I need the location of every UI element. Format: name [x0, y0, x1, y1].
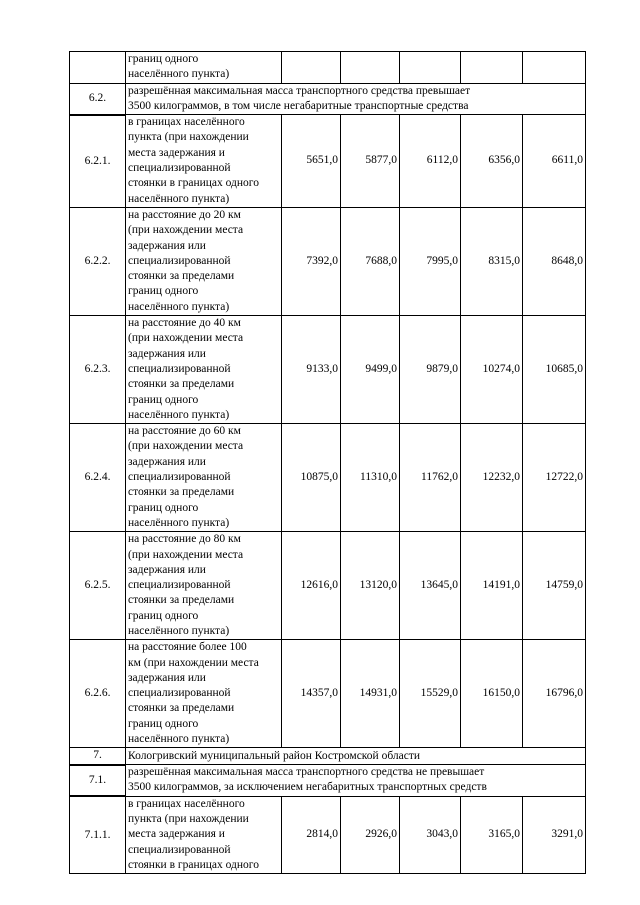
- cell-line: границ одного: [128, 393, 199, 406]
- tariff-value: 10685,0: [523, 316, 586, 424]
- cell-line: на расстояние до 40 км: [128, 317, 241, 330]
- cell-line: разрешённая максимальная масса транспортного средства не превышает: [128, 766, 485, 779]
- row-description: [126, 207, 282, 315]
- table-row: [70, 207, 586, 315]
- cell-line: (при нахождении места: [128, 548, 244, 561]
- category-description: [126, 765, 586, 797]
- row-number: 7.1.1.: [70, 796, 126, 873]
- cell-line: в границах населённого: [128, 116, 245, 129]
- tariff-value: 14931,0: [341, 640, 400, 748]
- tariff-value: 12232,0: [461, 424, 523, 532]
- cell-line: на расстояние до 80 км: [128, 533, 241, 546]
- cell-line: стоянки за пределами: [128, 378, 235, 391]
- row-description: [126, 796, 282, 873]
- tariff-value: [282, 52, 341, 84]
- row-number: 6.2.5.: [70, 532, 126, 640]
- tariff-value: 9499,0: [341, 316, 400, 424]
- cell-line: на расстояние более 100: [128, 641, 247, 654]
- tariff-value: 12616,0: [282, 532, 341, 640]
- cell-line: (при нахождении места: [128, 332, 244, 345]
- row-number: 6.2.: [70, 83, 126, 115]
- tariff-value: 10875,0: [282, 424, 341, 532]
- cell-line: пункта (при нахождении: [128, 131, 249, 144]
- cell-line: границ одного: [128, 285, 199, 298]
- tariff-value: [400, 52, 461, 84]
- tariff-value: 9879,0: [400, 316, 461, 424]
- cell-line: населённого пункта): [128, 408, 230, 421]
- cell-line: задержания или: [128, 455, 206, 468]
- tariff-value: 2926,0: [341, 796, 400, 873]
- tariff-value: [341, 52, 400, 84]
- cell-line: специализированной: [128, 362, 231, 375]
- tariff-value: 11762,0: [400, 424, 461, 532]
- tariff-value: 10274,0: [461, 316, 523, 424]
- tariff-value: [461, 52, 523, 84]
- tariff-value: 14191,0: [461, 532, 523, 640]
- tariff-value: 7995,0: [400, 207, 461, 315]
- cell-line: км (при нахождении места: [128, 656, 259, 669]
- tariff-value: 8315,0: [461, 207, 523, 315]
- cell-line: задержания или: [128, 671, 206, 684]
- cell-line: границ одного: [128, 609, 199, 622]
- tariff-value: 15529,0: [400, 640, 461, 748]
- cell-line: границ одного: [128, 501, 199, 514]
- cell-line: населённого пункта): [128, 192, 230, 205]
- row-description: [126, 424, 282, 532]
- table-row: [70, 424, 586, 532]
- cell-line: задержания или: [128, 239, 206, 252]
- cell-line: границ одного: [128, 53, 199, 65]
- table-row: [70, 83, 586, 115]
- row-number: 6.2.3.: [70, 316, 126, 424]
- tariff-value: 6356,0: [461, 115, 523, 208]
- tariff-value: 8648,0: [523, 207, 586, 315]
- table-row: [70, 532, 586, 640]
- cell-line: стоянки в границах одного: [128, 177, 259, 190]
- row-number: 7.1.: [70, 765, 126, 797]
- cell-line: населённого пункта): [128, 68, 230, 81]
- table-row: [70, 765, 586, 797]
- tariff-value: 16796,0: [523, 640, 586, 748]
- tariff-value: [523, 52, 586, 84]
- tariff-value: 7688,0: [341, 207, 400, 315]
- category-description: [126, 83, 586, 115]
- cell-line: специализированной: [128, 471, 231, 484]
- row-description: [126, 52, 282, 84]
- row-number: 7.: [70, 748, 126, 765]
- cell-line: границ одного: [128, 717, 199, 730]
- table-row: [70, 748, 586, 765]
- tariff-table-body: [70, 52, 586, 874]
- cell-line: специализированной: [128, 162, 231, 175]
- cell-line: (при нахождении места: [128, 224, 244, 237]
- cell-line: места задержания и: [128, 828, 225, 841]
- row-number: 6.2.4.: [70, 424, 126, 532]
- cell-line: стоянки за пределами: [128, 270, 235, 283]
- cell-line: Кологривский муниципальный район Костромской области: [128, 749, 421, 762]
- table-row: [70, 316, 586, 424]
- cell-line: разрешённая максимальная масса транспортного средства превышает: [128, 84, 471, 97]
- cell-line: населённого пункта): [128, 516, 230, 529]
- cell-line: населённого пункта): [128, 733, 230, 746]
- tariff-value: 3165,0: [461, 796, 523, 873]
- cell-line: на расстояние до 60 км: [128, 425, 241, 438]
- cell-line: стоянки в границах одного: [128, 858, 259, 871]
- cell-line: 3500 килограммов, в том числе негабаритные транспортные средства: [128, 99, 469, 112]
- tariff-value: 16150,0: [461, 640, 523, 748]
- cell-line: задержания или: [128, 347, 206, 360]
- tariff-value: 9133,0: [282, 316, 341, 424]
- tariff-value: 5651,0: [282, 115, 341, 208]
- cell-line: стоянки за пределами: [128, 594, 235, 607]
- table-row: [70, 796, 586, 873]
- tariff-value: 7392,0: [282, 207, 341, 315]
- cell-line: в границах населённого: [128, 797, 245, 810]
- tariff-value: 13645,0: [400, 532, 461, 640]
- cell-line: специализированной: [128, 254, 231, 267]
- tariff-value: 2814,0: [282, 796, 341, 873]
- row-description: [126, 532, 282, 640]
- tariff-value: 11310,0: [341, 424, 400, 532]
- tariff-value: 14357,0: [282, 640, 341, 748]
- tariff-value: 3291,0: [523, 796, 586, 873]
- tariff-table: [69, 51, 586, 874]
- cell-line: пункта (при нахождении: [128, 813, 249, 826]
- tariff-value: 6112,0: [400, 115, 461, 208]
- row-description: [126, 316, 282, 424]
- table-row: [70, 640, 586, 748]
- district-name: [126, 748, 586, 765]
- tariff-value: 6611,0: [523, 115, 586, 208]
- row-number: [70, 52, 126, 84]
- cell-line: задержания или: [128, 563, 206, 576]
- cell-line: специализированной: [128, 579, 231, 592]
- tariff-value: 5877,0: [341, 115, 400, 208]
- cell-line: стоянки за пределами: [128, 486, 235, 499]
- cell-line: специализированной: [128, 687, 231, 700]
- cell-line: 3500 килограммов, за исключением негабаритных транспортных средств: [128, 781, 487, 794]
- cell-line: специализированной: [128, 843, 231, 856]
- cell-line: места задержания и: [128, 146, 225, 159]
- cell-line: населённого пункта): [128, 300, 230, 313]
- table-row: [70, 115, 586, 208]
- row-number: 6.2.6.: [70, 640, 126, 748]
- row-description: [126, 115, 282, 208]
- tariff-value: 12722,0: [523, 424, 586, 532]
- cell-line: (при нахождении места: [128, 440, 244, 453]
- row-description: [126, 640, 282, 748]
- cell-line: населённого пункта): [128, 624, 230, 637]
- row-number: 6.2.1.: [70, 115, 126, 208]
- tariff-value: 3043,0: [400, 796, 461, 873]
- tariff-value: 14759,0: [523, 532, 586, 640]
- table-row: [70, 52, 586, 84]
- tariff-value: 13120,0: [341, 532, 400, 640]
- cell-line: на расстояние до 20 км: [128, 208, 241, 221]
- cell-line: стоянки за пределами: [128, 702, 235, 715]
- row-number: 6.2.2.: [70, 207, 126, 315]
